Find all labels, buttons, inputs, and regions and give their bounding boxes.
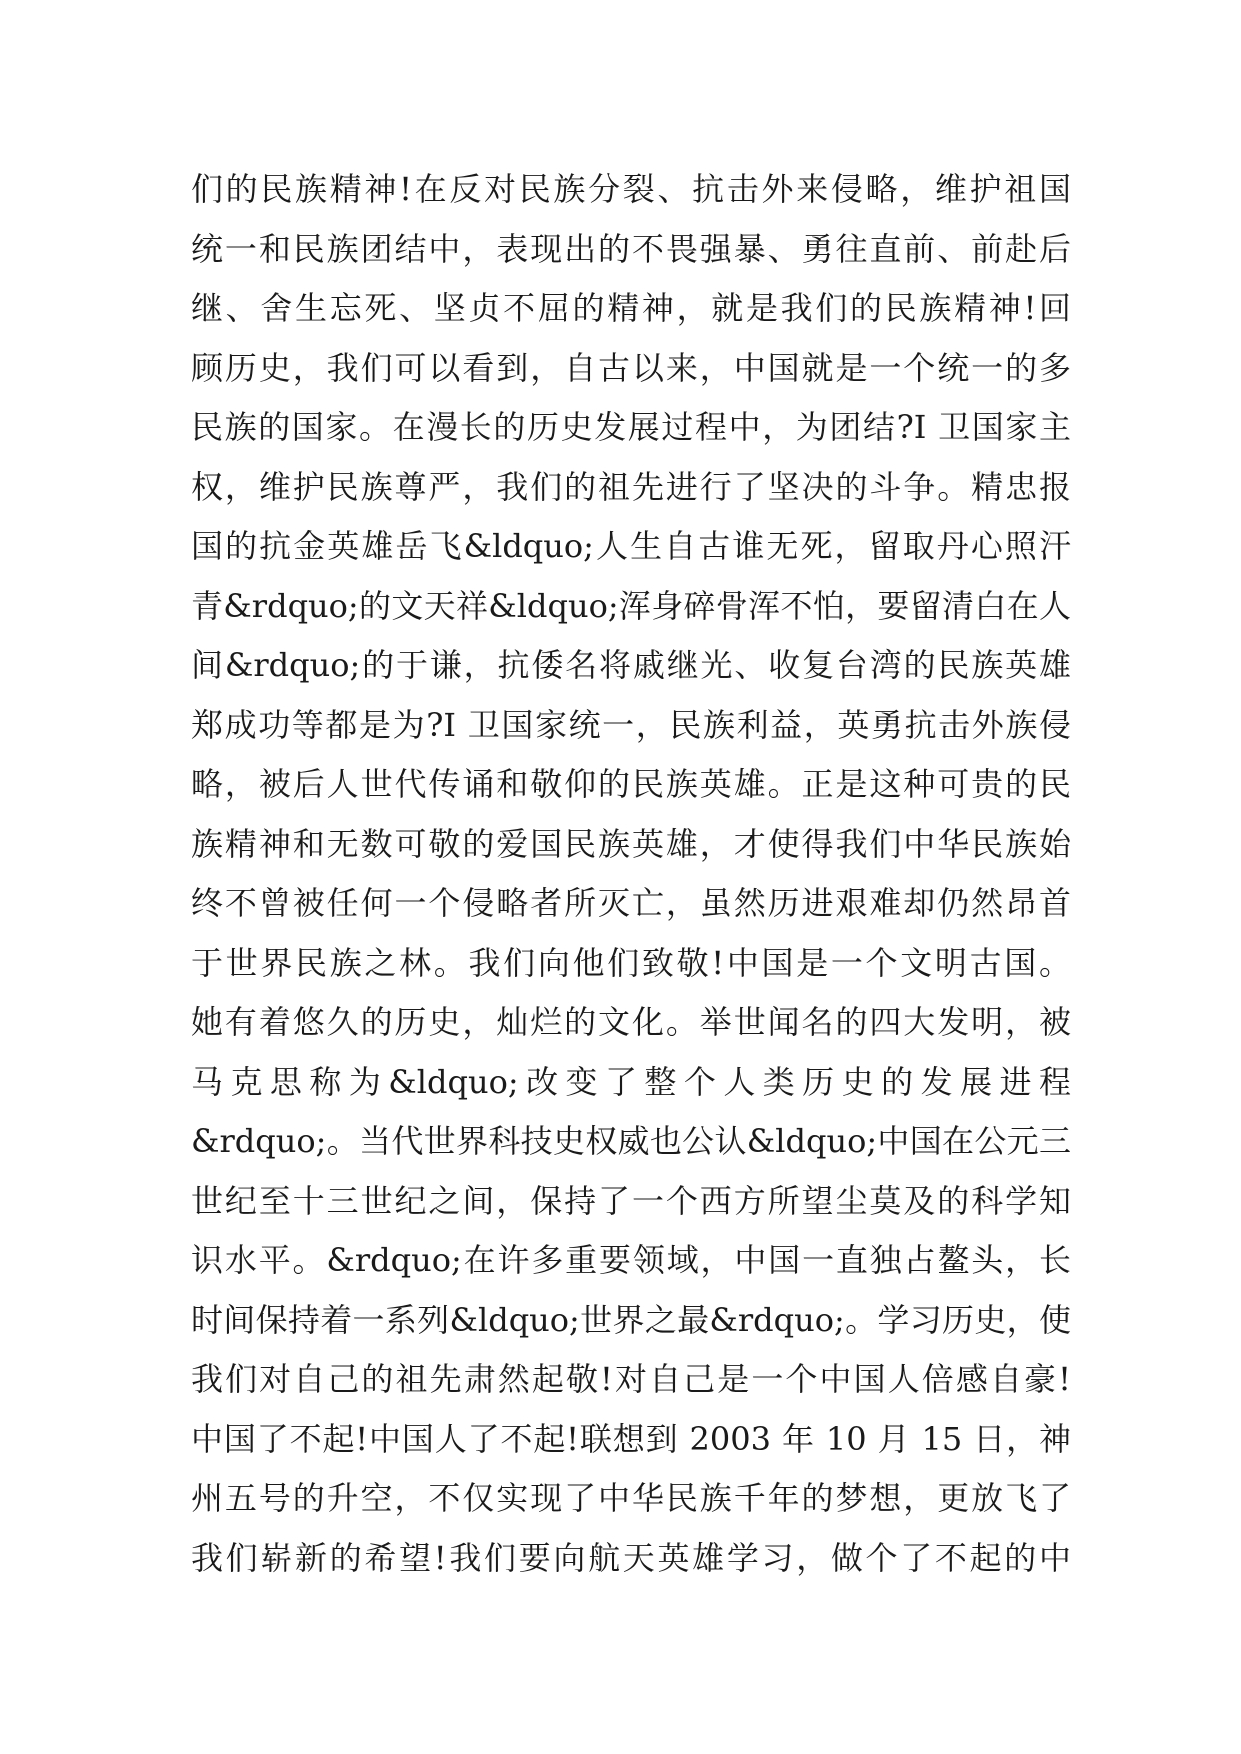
text-line: 民族的国家。在漫长的历史发展过程中，为团结?I 卫国家主 <box>191 408 1071 446</box>
text-line: 族精神和无数可敬的爱国民族英雄，才使得我们中华民族始 <box>191 824 1071 863</box>
text-line: 州五号的升空，不仅实现了中华民族千年的梦想，更放飞了 <box>191 1479 1071 1517</box>
text-line: 国的抗金英雄岳飞&ldquo;人生自古谁无死，留取丹心照汗 <box>191 527 1071 565</box>
text-line: 中国了不起!中国人了不起!联想到 2003 年 10 月 15 日，神 <box>191 1419 1071 1458</box>
text-line: 青&rdquo;的文天祥&ldquo;浑身碎骨浑不怕，要留清白在人 <box>191 586 1071 625</box>
text-line: 们的民族精神!在反对民族分裂、抗击外来侵略，维护祖国 <box>191 170 1071 208</box>
text-line: 继、舍生忘死、坚贞不屈的精神，就是我们的民族精神!回 <box>191 289 1071 327</box>
text-line: 世纪至十三世纪之间，保持了一个西方所望尘莫及的科学知 <box>191 1181 1071 1220</box>
text-line: 权，维护民族尊严，我们的祖先进行了坚决的斗争。精忠报 <box>191 467 1071 506</box>
text-line: 识水平。&rdquo;在许多重要领域，中国一直独占鳌头，长 <box>191 1241 1071 1279</box>
document-body <box>191 160 1071 1588</box>
text-line: 郑成功等都是为?I 卫国家统一，民族利益，英勇抗击外族侵 <box>191 705 1071 744</box>
text-line: 马克思称为&ldquo;改变了整个人类历史的发展进程 <box>191 1062 1071 1101</box>
text-line: 时间保持着一系列&ldquo;世界之最&rdquo;。学习历史，使 <box>191 1300 1071 1339</box>
text-line: 略，被后人世代传诵和敬仰的民族英雄。正是这种可贵的民 <box>191 765 1071 803</box>
text-line: 顾历史，我们可以看到，自古以来，中国就是一个统一的多 <box>191 348 1071 387</box>
text-line: &rdquo;。当代世界科技史权威也公认&ldquo;中国在公元三 <box>191 1122 1071 1160</box>
text-line: 于世界民族之林。我们向他们致敬!中国是一个文明古国。 <box>191 943 1071 982</box>
text-line: 终不曾被任何一个侵略者所灭亡，虽然历进艰难却仍然昂首 <box>191 884 1071 922</box>
text-line: 间&rdquo;的于谦，抗倭名将戚继光、收复台湾的民族英雄 <box>191 646 1071 684</box>
text-line: 我们对自己的祖先肃然起敬!对自己是一个中国人倍感自豪! <box>191 1360 1071 1398</box>
text-line: 她有着悠久的历史，灿烂的文化。举世闻名的四大发明，被 <box>191 1003 1071 1041</box>
text-line: 统一和民族团结中，表现出的不畏强暴、勇往直前、前赴后 <box>191 229 1071 268</box>
text-line: 我们崭新的希望!我们要向航天英雄学习，做个了不起的中 <box>191 1538 1071 1577</box>
